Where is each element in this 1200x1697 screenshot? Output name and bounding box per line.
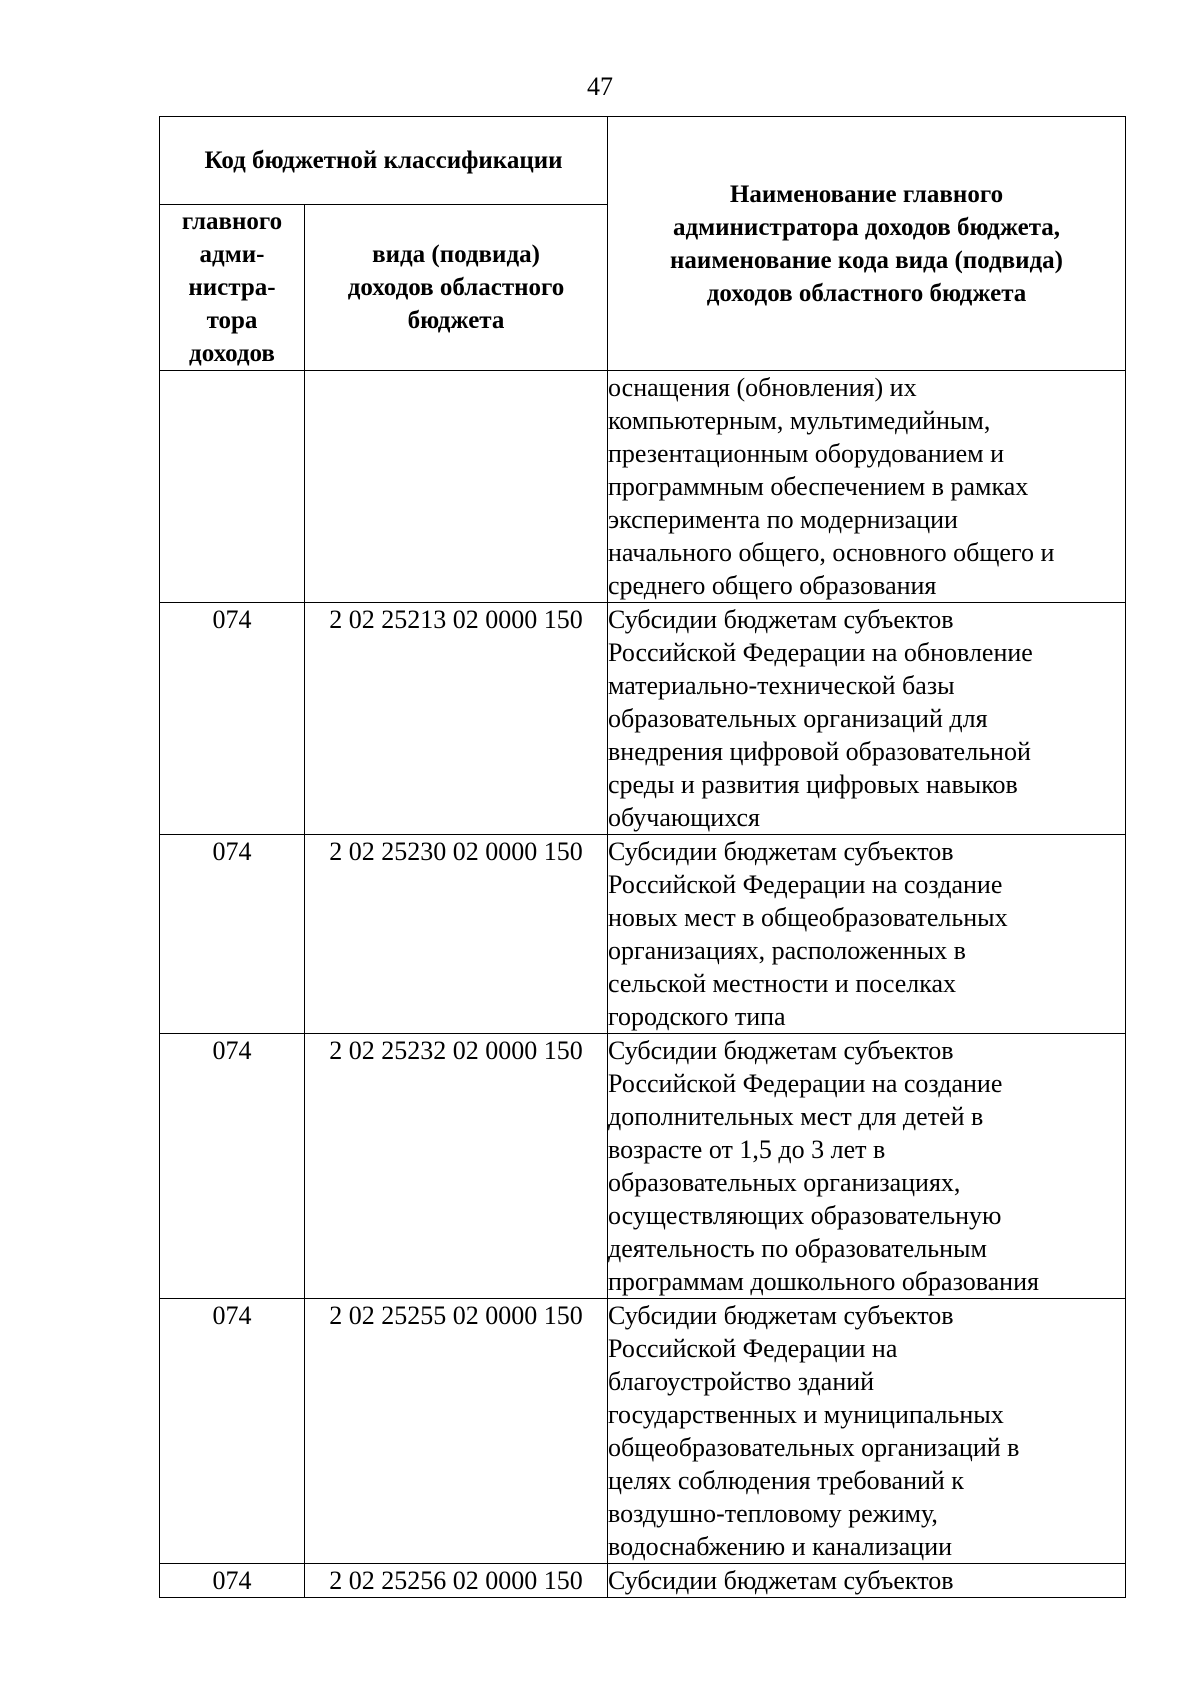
income-code-cell: 2 02 25230 02 0000 150 [305, 835, 608, 1034]
admin-code-cell: 074 [160, 603, 305, 835]
income-name-text: оснащения (обновления) их компьютерным, мультимедийным, презентационным оборудованием и программным обеспечением в рамках эксперимента по модернизации начального общего, основного общего и среднего общего образования [608, 373, 1055, 600]
header-kind-title: вида (подвида) доходов областного бюджета [347, 241, 565, 334]
header-group-title: Код бюджетной классификации [204, 147, 563, 174]
table-row [160, 835, 1126, 1034]
header-admin-column [160, 205, 305, 371]
income-name-cell [608, 835, 1126, 1034]
table-header-row-1 [160, 117, 1126, 205]
header-name-title: Наименование главного администратора доходов бюджета, наименование кода вида (подвида) доходов областного бюджета [670, 180, 1063, 307]
table-row [160, 1034, 1126, 1299]
header-budget-classification-code [160, 117, 608, 205]
income-name-cell [608, 371, 1126, 603]
admin-code-cell: 074 [160, 1564, 305, 1598]
income-code-cell: 2 02 25213 02 0000 150 [305, 603, 608, 835]
income-name-text: Субсидии бюджетам субъектов Российской Федерации на создание новых мест в общеобразовательных организациях, расположенных в сельской местности и поселках городского типа [608, 837, 1008, 1031]
header-admin-title: главного адми- нистра- тора доходов [181, 208, 283, 367]
header-name-column [608, 117, 1126, 371]
income-name-cell [608, 1034, 1126, 1299]
income-name-cell [608, 1299, 1126, 1564]
income-code-cell: 2 02 25255 02 0000 150 [305, 1299, 608, 1564]
table-row [160, 1564, 1126, 1598]
admin-code-cell: 074 [160, 1299, 305, 1564]
income-code-cell: 2 02 25232 02 0000 150 [305, 1034, 608, 1299]
table-row [160, 603, 1126, 835]
income-name-cell [608, 603, 1126, 835]
income-code-cell: 2 02 25256 02 0000 150 [305, 1564, 608, 1598]
table-row [160, 1299, 1126, 1564]
table-row [160, 371, 1126, 603]
header-kind-column [305, 205, 608, 371]
budget-classification-table [159, 116, 1126, 1598]
income-name-cell [608, 1564, 1126, 1598]
income-name-text: Субсидии бюджетам субъектов Российской Федерации на обновление материально-технической базы образовательных организаций для внедрения цифровой образовательной среды и развития цифровых навыков обучающихся [608, 605, 1033, 832]
income-name-text: Субсидии бюджетам субъектов Российской Федерации на благоустройство зданий государственных и муниципальных общеобразовательных организаций в целях соблюдения требований к воздушно-тепловому режиму, водоснабжению и канализации [608, 1301, 1020, 1561]
admin-code-cell [160, 371, 305, 603]
page-number: 47 [587, 72, 613, 101]
admin-code-cell: 074 [160, 1034, 305, 1299]
income-name-text: Субсидии бюджетам субъектов [608, 1566, 954, 1595]
admin-code-cell: 074 [160, 835, 305, 1034]
income-code-cell [305, 371, 608, 603]
income-name-text: Субсидии бюджетам субъектов Российской Федерации на создание дополнительных мест для детей в возрасте от 1,5 до 3 лет в образовательных организациях, осуществляющих образовательную деятельность по образовательным программам дошкольного образования [608, 1036, 1039, 1296]
